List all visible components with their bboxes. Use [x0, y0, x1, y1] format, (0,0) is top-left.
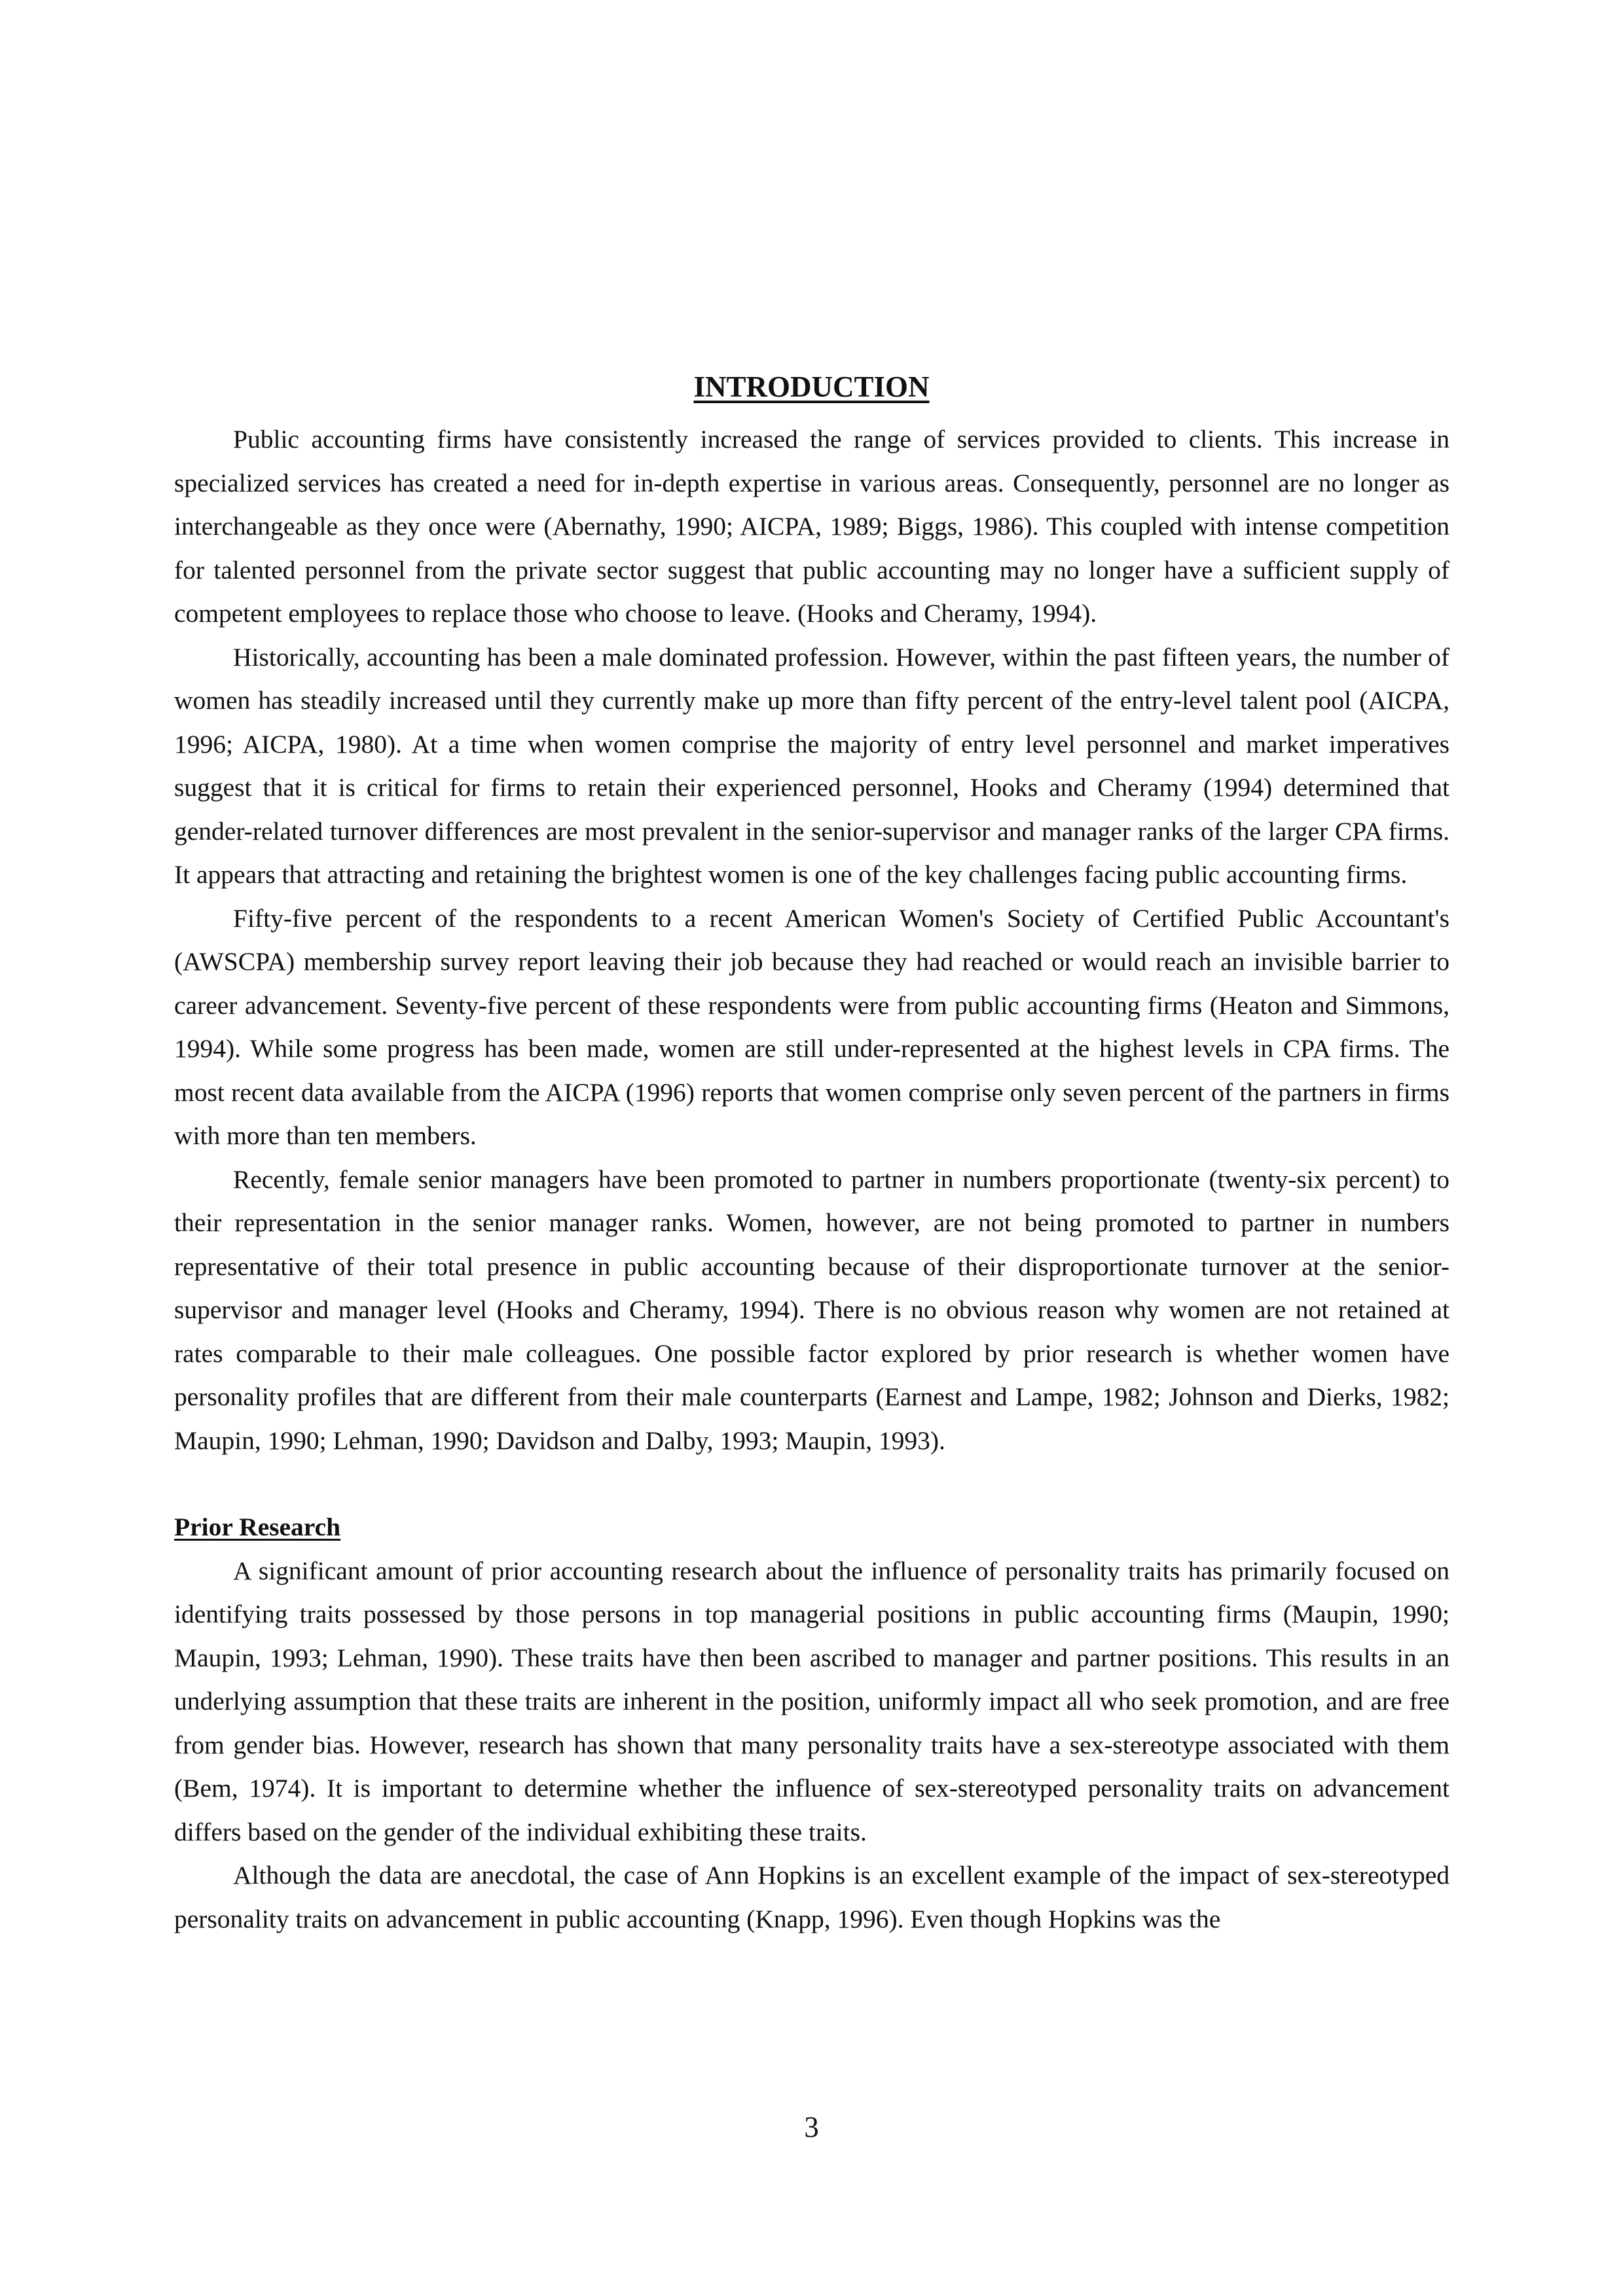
page-number: 3 — [804, 2111, 819, 2144]
body-text — [174, 418, 1450, 1941]
paragraph-5: A significant amount of prior accounting research about the influence of personality traits has primarily focused on identifying traits possessed by those persons in top managerial positions in public accounting firms (Maupin, 1990; Maupin, 1993; Lehman, 1990). These traits have then been ascribed to manager and partner positions. This results in an underlying assumption that these traits are inherent in the position, uniformly impact all who seek promotion, and are free from gender bias. However, research has shown that many personality traits have a sex-stereotype associated with them (Bem, 1974). It is important to determine whether the influence of sex-stereotyped personality traits on advancement differs based on the gender of the individual exhibiting these traits. — [174, 1556, 1450, 1846]
paragraph-4: Recently, female senior managers have been promoted to partner in numbers proportionate (twenty-six percent) to their representation in the senior manager ranks. Women, however, are not being promoted to partner in numbers representative of their total presence in public accounting because of their disproportionate turnover at the senior-supervisor and manager level (Hooks and Cheramy, 1994). There is no obvious reason why women are not retained at rates comparable to their male colleagues. One possible factor explored by prior research is whether women have personality profiles that are different from their male counterparts (Earnest and Lampe, 1982; Johnson and Dierks, 1982; Maupin, 1990; Lehman, 1990; Davidson and Dalby, 1993; Maupin, 1993). — [174, 1164, 1450, 1455]
section-heading-prior-research: Prior Research — [174, 1513, 341, 1541]
paragraph-1: Public accounting firms have consistently increased the range of services provided to clients. This increase in specialized services has created a need for in-depth expertise in various areas. Consequently, personnel are no longer as interchangeable as they once were (Abernathy, 1990; AICPA, 1989; Biggs, 1986). This coupled with intense competition for talented personnel from the private sector suggest that public accounting may no longer have a sufficient supply of competent employees to replace those who choose to leave. (Hooks and Cheramy, 1994). — [174, 425, 1450, 628]
paragraph-2: Historically, accounting has been a male dominated profession. However, within the past fifteen years, the number of women has steadily increased until they currently make up more than fifty percent of the entry-level talent pool (AICPA, 1996; AICPA, 1980). At a time when women comprise the majority of entry level personnel and market imperatives suggest that it is critical for firms to retain their experienced personnel, Hooks and Cheramy (1994) determined that gender-related turnover differences are most prevalent in the senior-supervisor and manager ranks of the larger CPA firms. It appears that attracting and retaining the brightest women is one of the key challenges facing public accounting firms. — [174, 642, 1450, 889]
paragraph-3: Fifty-five percent of the respondents to a recent American Women's Society of Certified Public Accountant's (AWSCPA) membership survey report leaving their job because they had reached or would reach an invisible barrier to career advancement. Seventy-five percent of these respondents were from public accounting firms (Heaton and Simmons, 1994). While some progress has been made, women are still under-represented at the highest levels in CPA firms. The most recent data available from the AICPA (1996) reports that women comprise only seven percent of the partners in firms with more than ten members. — [174, 903, 1450, 1150]
page-title: INTRODUCTION — [693, 370, 930, 403]
paragraph-6: Although the data are anecdotal, the case of Ann Hopkins is an excellent example of the impact of sex-stereotyped personality traits on advancement in public accounting (Knapp, 1996). Even though Hopkins was the — [174, 1861, 1450, 1933]
